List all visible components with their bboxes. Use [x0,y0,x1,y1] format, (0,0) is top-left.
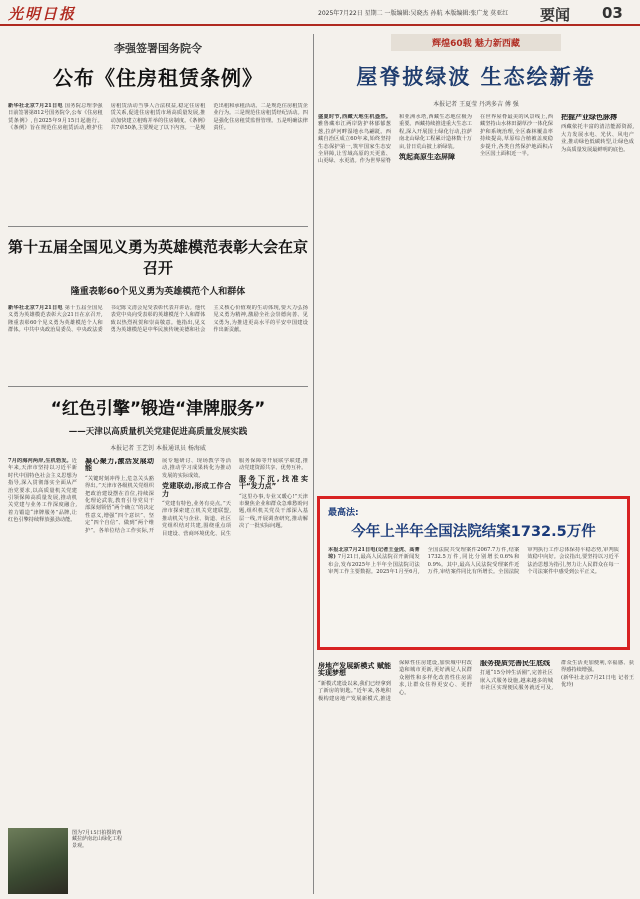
intertitle: 党建联动,形成工作合力 [162,482,231,498]
section-text: “这里办事,专业又暖心!”天津市聚焦企业和群众急难愁盼问题,组织机关党员干部深入基层一线,开展调查研究,推动解决了一批实际问题。 [239,493,308,530]
court-headline: 今年上半年全国法院结案1732.5万件 [351,524,596,540]
court-statistics-story [317,496,630,650]
section-text: “新模式建设以来,我们已经拿到了新房的钥匙。”近年来,各地积极构建房地产发展新模式,推进保障性住房建设,加快城中村改造和城市更新,更好满足人民群众刚性和多样化改善性住房需求,让群众住得更安心、更舒心。 [318,660,472,702]
section-name: 要闻 [540,6,571,24]
xizang-text: 雅鲁藏布江两岸防护林郁郁葱葱,拉萨河畔湿地水鸟翩跹。西藏自治区成立60年来,始终坚持生态保护第一,筑牢国家生态安全屏障,让雪域高原的天更蓝、山更绿、水更清。作为世界屋脊和亚洲水塔,西藏生态地位极为重要。西藏持续推进重大生态工程,深入开展国土绿化行动,拉萨南北山绿化工程累计造林数十万亩,昔日荒山披上新绿装。 [318,114,472,165]
section-text: “关键时刻冲得上,危急关头豁得出。”天津市各级机关党组织把政治建设摆在首位,持续深化理论武装,教育引导党员干部深刻领悟“两个确立”的决定性意义,增强“四个意识”、坚定“四个自信”、做到“两个维护”。各单位结合工作实际,开展专题研讨、现场教学等活动,推动学习成果转化为推动发展的实际成效。 [85,458,231,534]
intertitle: 筑起高原生态屏障 [399,153,455,162]
closing-line: (新华社北京7月21日电 记者王优玲) [561,674,634,689]
section-text: “党建有特色,业务有亮点。”天津市探索建立机关党建联盟,推动机关与企业、街道、社区党组织结对共建,围绕重点项目建设、营商环境优化、民生服务保障等开展联学联建,推动党建资源共享、优势互补。 [162,458,308,537]
property-body [318,660,634,896]
xizang-byline: 本报记者 王夏莹 丹鸿多吉 傅 强 [433,101,519,108]
red-engine-story [8,394,308,888]
section-text: 打通“15分钟生活圈”,完善社区嵌入式服务设施,越来越多的城市社区实现便民服务就近可及,群众生活更加便利,幸福感、获得感持续增强。 [480,660,634,692]
intertitle: 凝心聚力,激活发展动能 [85,458,154,473]
intertitle: 把握产业绿色脉搏 [561,114,617,121]
red-engine-subhead: ——天津以高质量机关党建促进高质量发展实践 [68,427,248,437]
housing-body [8,103,308,209]
intertitle: 服务下沉,找准实干“发力点” [239,474,308,491]
xizang-body [318,114,634,466]
section-text: 西藏依托丰富的清洁能源资源,大力发展水电、光伏、风电产业,推动绿色低碳转型,让绿色成为高质量发展最鲜明的底色。 [561,124,634,153]
dateline: 2025年7月22日 星期二 一版编辑:吴晓杰 孙航 本版编辑:张广龙 莫亚红 [318,10,509,17]
divider [8,226,308,227]
column-divider [313,34,314,894]
intertitle: 房地产发展新模式 赋能实现梦想 [318,662,391,678]
intertitle: 服务提质完善民生底线 [480,660,550,667]
red-engine-lead: 7月的海河两岸,生机勃发。 [8,458,72,464]
landscape-photo [8,828,68,894]
heroes-subhead: 隆重表彰60个见义勇为英雄模范个人和群体 [70,287,246,297]
heroes-headline: 第十五届全国见义勇为英雄模范表彰大会在京召开 [8,238,309,277]
red-engine-body [8,458,308,888]
court-body [328,547,619,639]
xizang-lead: 盛夏时节,西藏大地生机盎然。 [318,114,391,120]
housing-regulation-story [8,40,308,209]
divider [8,386,308,387]
court-text: 7月21日,最高人民法院召开新闻发布会,发布2025年上半年全国法院司法审判工作主要数据。2025年1月至6月,全国法院共受理案件2067.7万件,结案1732.5万件,同比分别增长0.6%和0.9%。其中,最高人民法院受理案件近万件,审结案件同比有所增长。全国法院审判执行工作总体保持平稳态势,审判质效稳中向好。会议指出,要坚持以习近平法治思想为指引,努力让人民群众在每一个司法案件中感受到公平正义。 [328,547,619,576]
property-story [318,660,634,896]
photo-caption: 图为7月15日拍摄的西藏拉萨南北山绿化工程景观。 [72,830,123,849]
housing-kicker: 李强签署国务院令 [114,42,202,55]
heroes-text: 第十五届全国见义勇为英雄模范表彰大会21日在京召开,隆重表彰60个见义勇为英雄模范个人和群体。中共中央政治局委员、中央政法委书记陈文清会见受表彰代表并讲话。他代表党中央向受表彰的英雄模范个人和群体致以热烈祝贺和崇高敬意。他指出,见义勇为英雄模范是中华民族传统美德和社会主义核心价值观的生动体现,要大力弘扬见义勇为精神,激励全社会崇德向善、见义勇为,为推进更高水平的平安中国建设作出新贡献。 [8,305,308,334]
section-text: 在世界屋脊最美的风景线上,西藏坚持山水林田湖草沙一体化保护和系统治理,全区森林覆盖率持续提高,草原综合植被盖度稳步提升,各类自然保护地面积占全区国土面积近一半。 [480,114,553,158]
heroes-lead: 新华社北京7月21日电 [8,305,63,311]
housing-headline: 公布《住房租赁条例》 [53,66,263,90]
court-lead: 本报北京7月21日电(记者王金虎、高菁琼) [328,547,420,561]
xizang-headline: 屋脊披绿波 生态绘新卷 [356,65,596,89]
masthead [0,0,640,26]
housing-lead: 新华社北京7月21日电 [8,103,63,109]
page-number: 03 [602,4,623,22]
newspaper-logo: 光明日报 [8,5,77,23]
red-engine-byline: 本报记者 王艺钊 本报通讯员 杨海威 [110,445,206,452]
red-engine-headline: “红色引擎”锻造“津牌服务” [50,399,266,419]
xizang-ecology-story [318,34,634,466]
court-label: 最高法: [328,508,359,518]
xizang-kicker: 辉煌60载 魅力新西藏 [391,34,561,51]
red-engine-text: 近年来,天津市坚持以习近平新时代中国特色社会主义思想为指导,深入贯彻落实全面从严治党要求,以高质量机关党建引领保障高质量发展,推动机关党建与业务工作深度融合,着力锻造“津牌服务”品牌,让红色引擎持续释放强劲动能。 [8,458,77,524]
housing-text: 国务院总理李强日前签署第812号国务院令,公布《住房租赁条例》,自2025年9月15日起施行。《条例》旨在规范住房租赁活动,维护住房租赁活动当事人合法权益,稳定住房租赁关系,促进住房租赁市场高质量发展,推动加快建立租购并举的住房制度。《条例》共7章50条,主要规定了以下内容。一是规范出租和承租活动。二是规范住房租赁企业行为。三是规范住房租赁经纪活动。四是强化住房租赁监督管理。五是明确法律责任。 [8,103,308,132]
